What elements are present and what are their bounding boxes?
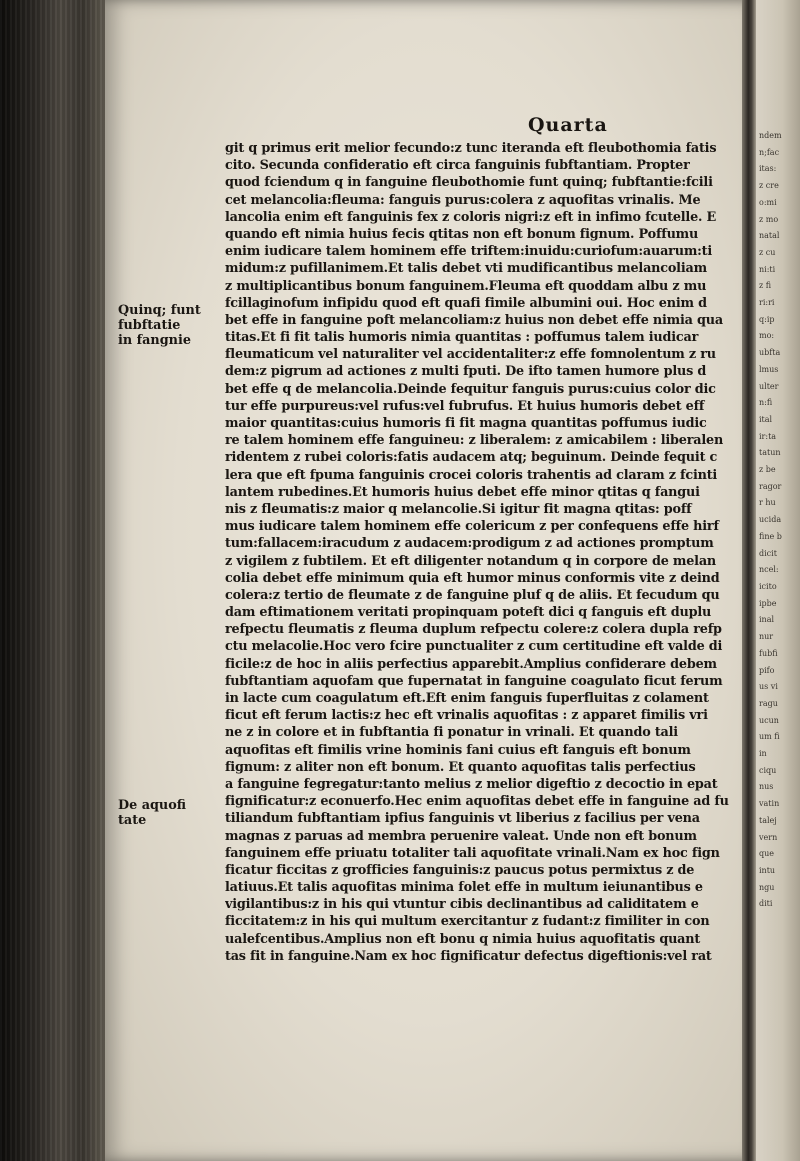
text-line: dem:z pigrum ad actiones z multi fputi. De ifto tamen humore plus d bbox=[225, 364, 707, 380]
facing-page-line: ncel: bbox=[759, 565, 779, 575]
text-line: enim iudicare talem hominem effe triftem:inuidu:curiofum:auarum:ti bbox=[225, 244, 713, 260]
facing-page-line: inal bbox=[759, 615, 775, 625]
text-line: refpectu fleumatis z fleuma duplum refpectu colere:z colera dupla refp bbox=[225, 622, 722, 638]
marginal-note-line: tate bbox=[118, 813, 147, 828]
facing-page-line: icito bbox=[759, 581, 777, 591]
facing-page-line: vern bbox=[759, 832, 778, 842]
facing-page-line: itas: bbox=[759, 164, 777, 174]
text-line: a fanguine fegregatur:tanto melius z melior digeftio z decoctio in epat bbox=[225, 776, 718, 792]
facing-page-line: ital bbox=[759, 414, 773, 424]
marginal-note-line: Quinq; funt bbox=[118, 303, 201, 318]
facing-page-line: tatun bbox=[759, 448, 781, 458]
text-line: fanguinem effe priuatu totaliter tali aquofitate vrinali.Nam ex hoc fign bbox=[225, 845, 720, 861]
book-gutter bbox=[742, 0, 756, 1161]
text-line: colera:z tertio de fleumate z de fanguine pluf q de aliis. Et fecudum qu bbox=[225, 587, 720, 603]
text-line: vigilantibus:z in his qui vtuntur cibis declinantibus ad caliditatem e bbox=[225, 897, 699, 913]
text-line: lantem rubedines.Et humoris huius debet effe minor qtitas q fangui bbox=[225, 484, 700, 500]
text-line: tum:fallacem:iracudum z audacem:prodigum z ad actiones promptum bbox=[225, 536, 714, 552]
facing-page-line: dicit bbox=[759, 548, 777, 558]
marginal-note-substances bbox=[118, 303, 201, 348]
text-line: git q primus erit melior fecundo:z tunc iteranda eft fleubothomia fatis bbox=[225, 141, 717, 156]
marginal-note-line: in fangnie bbox=[118, 333, 191, 348]
text-line: quando eft nimia huius fecis qtitas non eft bonum fignum. Poffumu bbox=[225, 226, 699, 242]
facing-page-line: mo: bbox=[759, 331, 775, 341]
facing-page-line: intu bbox=[759, 865, 776, 875]
marginal-note-line: fubftatie bbox=[118, 318, 181, 333]
facing-page-line: n:fi bbox=[759, 398, 773, 408]
facing-page-line: nus bbox=[759, 782, 774, 792]
facing-page-line: nur bbox=[759, 632, 774, 642]
left-page-edge bbox=[0, 0, 110, 1161]
text-line: in lacte cum coagulatum eft.Eft enim fanguis fuperfluitas z colament bbox=[225, 691, 709, 706]
text-line: lancolia enim eft fanguinis fex z coloris nigri:z eft in infimo fcutelle. E bbox=[225, 209, 717, 225]
facing-page-line: us vi bbox=[759, 682, 778, 692]
facing-page-line: fubfi bbox=[759, 648, 778, 658]
facing-page-line: ulter bbox=[759, 381, 779, 391]
text-line: bet effe in fanguine poft melancoliam:z huius non debet effe nimia qua bbox=[225, 312, 723, 328]
facing-page-line: ipbe bbox=[759, 598, 777, 608]
text-line: fignificatur:z econuerfo.Hec enim aquofitas debet effe in fanguine ad fu bbox=[225, 794, 729, 810]
text-line: fleumaticum vel naturaliter vel accidentaliter:z effe fomnolentum z ru bbox=[225, 347, 716, 363]
text-line: ualefcentibus.Amplius non eft bonu q nimia huius aquofitatis quant bbox=[225, 931, 701, 947]
facing-page-line: fine b bbox=[759, 531, 782, 541]
facing-page-line: n;fac bbox=[759, 147, 780, 157]
facing-page-line: ubfta bbox=[759, 348, 781, 358]
text-line: ficut eft ferum lactis:z hec eft vrinalis aquofitas : z apparet fimilis vri bbox=[225, 708, 708, 724]
facing-page-line: r hu bbox=[759, 498, 776, 508]
text-line: ficcitatem:z in his qui multum exercitantur z fudant:z fimiliter in con bbox=[225, 914, 710, 930]
facing-page-line: ciqu bbox=[759, 765, 777, 775]
text-line: fubftantiam aquofam que fupernatat in fanguine coagulato ficut ferum bbox=[225, 673, 723, 689]
marginal-note-line: De aquofi bbox=[118, 798, 187, 813]
facing-page-line: talej bbox=[759, 815, 777, 825]
text-line: midum:z pufillanimem.Et talis debet vti mudificantibus melancoliam bbox=[225, 261, 707, 277]
text-line: ctu melacolie.Hoc vero fcire punctualiter z cum certitudine eft valde di bbox=[225, 639, 723, 655]
facing-page-line: pifo bbox=[759, 665, 775, 675]
facing-page-line: z cu bbox=[759, 247, 776, 257]
facing-page-line: ragor bbox=[759, 481, 782, 491]
facing-page-line: lmus bbox=[759, 364, 779, 374]
text-line: ficatur ficcitas z grofficies fanguinis:z paucus potus permixtus z de bbox=[225, 862, 695, 878]
facing-page-line: o:mi bbox=[759, 197, 777, 207]
text-line: aquofitas eft fimilis vrine hominis fani cuius eft fanguis eft bonum bbox=[225, 742, 691, 758]
text-line: cito. Secunda confideratio eft circa fanguinis fubftantiam. Propter bbox=[225, 158, 690, 174]
text-line: tiliandum fubftantiam ipfius fanguinis vt liberius z facilius per vena bbox=[225, 811, 700, 827]
text-line: bet effe q de melancolia.Deinde fequitur fanguis purus:cuius color dic bbox=[225, 381, 716, 397]
text-line: titas.Et fi fit talis humoris nimia quantitas : poffumus talem iudicar bbox=[225, 330, 699, 346]
marginal-note-aquosity bbox=[118, 798, 186, 828]
text-line: dam eftimationem veritati propinquam poteft dici q fanguis eft duplu bbox=[225, 605, 712, 621]
body-text bbox=[225, 140, 745, 965]
text-line: colia debet effe minimum quia eft humor minus conformis vite z deind bbox=[225, 570, 720, 586]
facing-page-line: diti bbox=[759, 899, 773, 909]
text-line: ficile:z de hoc in aliis perfectius apparebit.Amplius confiderare debem bbox=[225, 656, 717, 672]
text-line: nis z fleumatis:z maior q melancolie.Si igitur fit magna qtitas: poff bbox=[225, 501, 692, 517]
text-line: latiuus.Et talis aquofitas minima folet effe in multum ieiunantibus e bbox=[225, 880, 703, 896]
text-line: tas fit in fanguine.Nam ex hoc fignificatur defectus digeftionis:vel rat bbox=[225, 948, 712, 964]
text-line: z vigilem z fubtilem. Et eft diligenter notandum q in corpore de melan bbox=[225, 553, 717, 569]
text-line: fcillaginofum infipidu quod eft quafi fimile albumini oui. Hoc enim d bbox=[225, 295, 707, 311]
text-line: fignum: z aliter non eft bonum. Et quanto aquofitas talis perfectius bbox=[225, 759, 696, 775]
text-line: tur effe purpureus:vel rufus:vel fubrufus. Et huius humoris debet eff bbox=[225, 398, 705, 414]
facing-page-line: um fi bbox=[759, 732, 780, 742]
text-line: ne z in colore et in fubftantia fi ponatur in vrinali. Et quando tali bbox=[225, 725, 678, 741]
page-header: Quarta bbox=[528, 114, 608, 136]
text-line: cet melancolia:fleuma: fanguis purus:colera z aquofitas vrinalis. Me bbox=[225, 192, 701, 208]
text-line: mus iudicare talem hominem effe colericum z per confequens effe hirf bbox=[225, 519, 719, 535]
facing-page-line: ndem bbox=[759, 131, 782, 140]
facing-page-line: z fi bbox=[759, 281, 772, 291]
facing-page-fragment bbox=[756, 0, 800, 1161]
facing-page-line: vatin bbox=[759, 799, 780, 809]
facing-page-line: z mo bbox=[759, 214, 779, 224]
text-line: maior quantitas:cuius humoris fi fit magna quantitas poffumus iudic bbox=[225, 416, 707, 431]
facing-page-line: ngu bbox=[759, 882, 775, 892]
text-line: magnas z paruas ad membra peruenire valeat. Unde non eft bonum bbox=[225, 828, 697, 844]
text-line: ridentem z rubei coloris:fatis audacem atq; beguinum. Deinde fequit c bbox=[225, 450, 718, 466]
facing-page-line: ni:ti bbox=[759, 264, 776, 274]
facing-page-line: ri:ri bbox=[759, 298, 775, 308]
text-line: re talem hominem effe fanguineu: z liberalem: z amicabilem : liberalen bbox=[225, 433, 724, 449]
facing-page-line: ucun bbox=[759, 715, 779, 725]
text-line: z multiplicantibus bonum fanguinem.Fleuma eft quoddam albu z mu bbox=[225, 278, 707, 294]
facing-page-line: q:ip bbox=[759, 314, 775, 324]
facing-page-line: in bbox=[759, 749, 767, 759]
facing-page-line: que bbox=[759, 849, 775, 859]
text-line: quod fciendum q in fanguine fleubothomie funt quinq; fubftantie:fcili bbox=[225, 175, 713, 191]
facing-page-line: natal bbox=[759, 231, 780, 241]
text-line: lera que eft fpuma fanguinis crocei coloris trahentis ad claram z fcinti bbox=[225, 467, 718, 483]
facing-page-line: ir:ta bbox=[759, 431, 777, 441]
facing-page-line: z cre bbox=[759, 181, 779, 191]
facing-page-line: z be bbox=[759, 465, 776, 475]
facing-page-line: ragu bbox=[759, 698, 778, 708]
facing-page-line: ucida bbox=[759, 515, 782, 525]
